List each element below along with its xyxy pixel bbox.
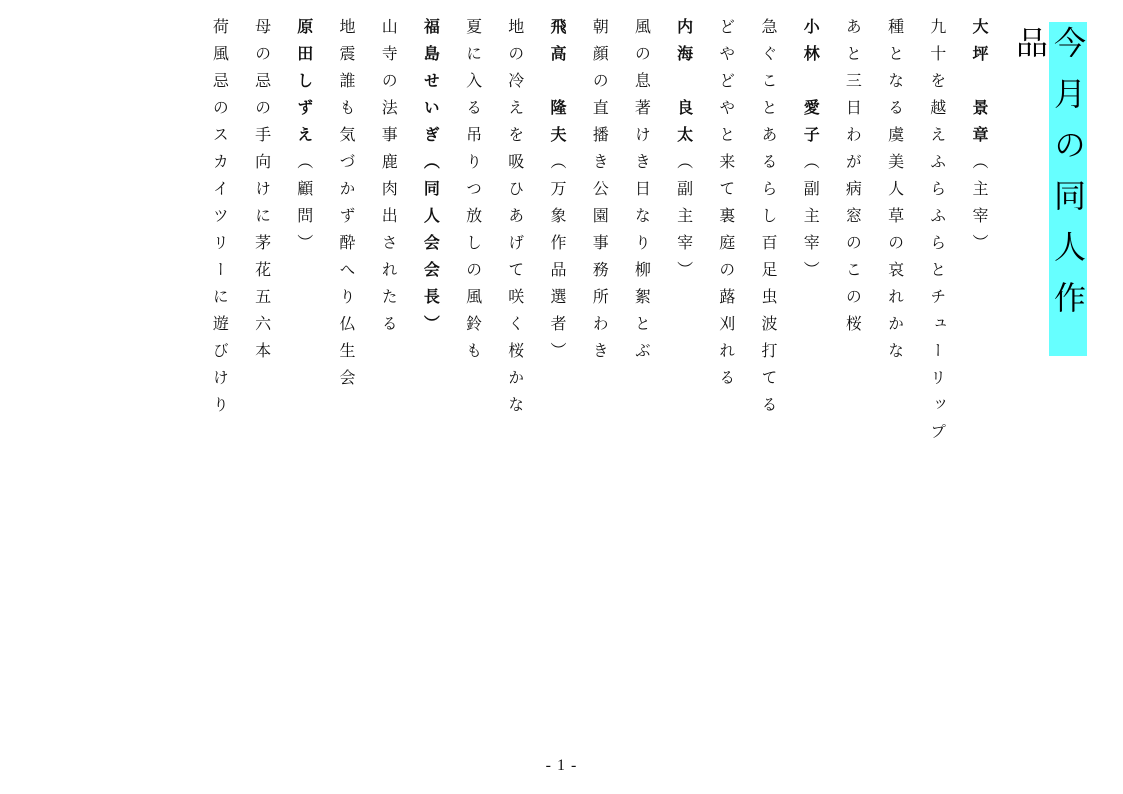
author-line — [542, 18, 572, 438]
haiku-line: 急ぐことあるらし百足虫波打てる — [759, 18, 778, 423]
author-name: 福島せいぎ — [421, 18, 441, 153]
author-role: （同人会会長） — [421, 153, 441, 342]
page-number: - 1 - — [545, 757, 578, 774]
author-line — [289, 18, 319, 438]
author-role: （顧問） — [294, 153, 314, 261]
author-name: 内海 良太 — [674, 18, 694, 153]
author-role: （主宰） — [970, 153, 989, 261]
author-role: （万象作品選者） — [548, 153, 567, 369]
haiku-line: 母の忌の手向けに茅花五六本 — [252, 18, 272, 369]
haiku-line: どやどやと来て裏庭の蕗刈れる — [716, 18, 736, 396]
author-role: （副主宰） — [674, 153, 694, 288]
author-line — [669, 18, 699, 438]
haiku-line: 種となる虞美人草の哀れかな — [885, 18, 905, 369]
haiku-line: 夏に入る吊りつ放しの風鈴も — [463, 18, 483, 369]
author-name: 小林 愛子 — [801, 18, 821, 153]
author-line — [964, 18, 994, 438]
haiku-line: 地の冷えを吸ひあげて咲く桜かな — [505, 18, 525, 423]
haiku-line: 山寺の法事鹿肉出されたる — [379, 18, 399, 342]
author-name: 大坪 景章 — [970, 18, 989, 153]
haiku-line: 朝顔の直播き公園事務所わき — [590, 18, 610, 369]
author-role: （副主宰） — [801, 153, 821, 288]
author-name: 飛高 隆夫 — [548, 18, 567, 153]
author-line — [795, 18, 825, 438]
haiku-line: 地震誰も気づかず酔へり仏生会 — [337, 18, 356, 396]
haiku-line: 九十を越えふらふらとチューリップ — [927, 18, 947, 450]
page-title: 今月の同人作品 — [1049, 22, 1087, 356]
haiku-line: 荷風忌のスカイツリーに遊びけり — [210, 18, 230, 423]
haiku-line: あと三日わが病窓のこの桜 — [843, 18, 863, 342]
author-line — [415, 18, 445, 438]
haiku-line: 風の息著けき日なり柳絮とぶ — [632, 18, 652, 369]
author-name: 原田しずえ — [294, 18, 314, 153]
